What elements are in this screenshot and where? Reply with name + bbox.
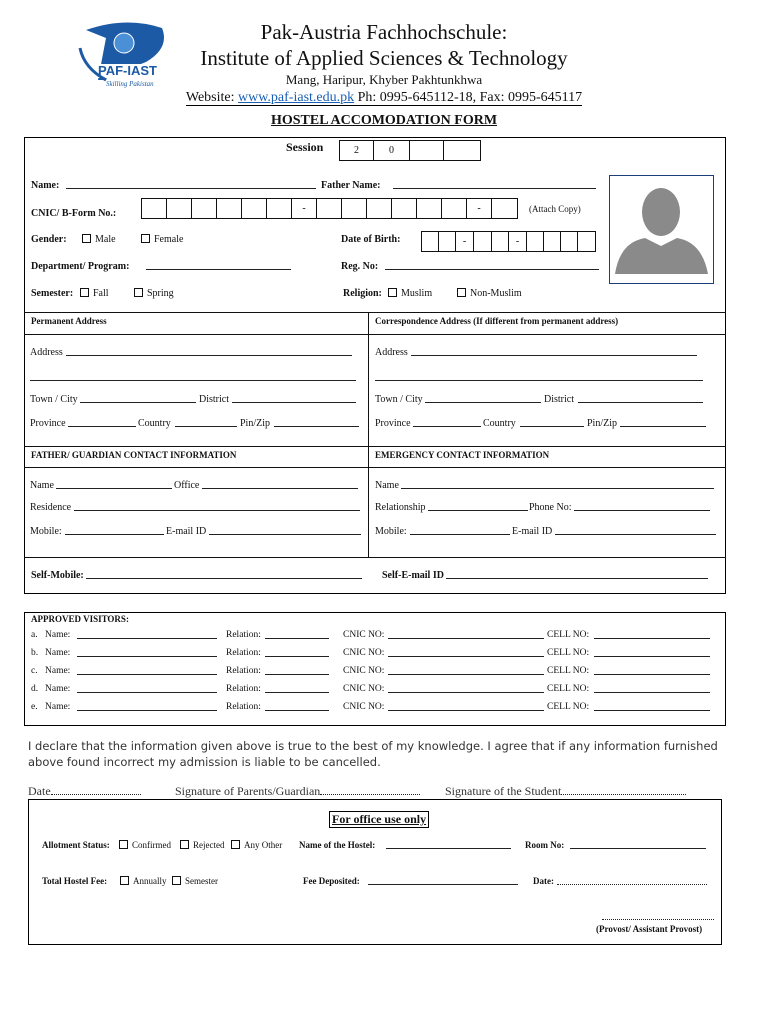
total-fee-label: Total Hostel Fee: (42, 876, 108, 886)
visitor-cnic-label: CNIC NO: (343, 666, 385, 676)
corr-address-label: Address (375, 347, 408, 358)
name-label: Name: (31, 180, 60, 191)
perm-town-field[interactable] (80, 394, 196, 403)
cnic-boxes[interactable]: - - (141, 198, 518, 219)
visitor-name-label: Name: (45, 666, 71, 676)
corr-country-field[interactable] (520, 418, 584, 427)
emergency-email-label: E-mail ID (512, 526, 553, 537)
emergency-contact-heading: EMERGENCY CONTACT INFORMATION (375, 450, 550, 460)
dob-label: Date of Birth: (341, 234, 401, 245)
emergency-email-field[interactable] (555, 526, 716, 535)
office-date-field[interactable] (557, 876, 707, 885)
office-use-title: For office use only (329, 811, 429, 828)
visitor-name-field[interactable] (77, 630, 217, 639)
father-office-label: Office (174, 480, 200, 491)
cnic-label: CNIC/ B-Form No.: (31, 208, 117, 219)
institute-address: Mang, Haripur, Khyber Pakhtunkhwa (285, 72, 483, 87)
allotment-confirmed-option[interactable]: Confirmed (117, 840, 171, 850)
checkbox-icon[interactable] (141, 234, 150, 243)
semester-spring-option[interactable]: Spring (132, 288, 174, 299)
visitor-cell-field[interactable] (594, 630, 710, 639)
logo-tagline: Skilling Pakistan (106, 80, 154, 88)
corr-district-label: District (544, 394, 574, 405)
visitor-relation-field[interactable] (265, 648, 329, 657)
visitor-relation-field[interactable] (265, 702, 329, 711)
hostel-name-field[interactable] (386, 840, 511, 849)
checkbox-icon[interactable] (80, 288, 89, 297)
visitor-relation-label: Relation: (226, 648, 261, 658)
date-signature-label: Date (28, 784, 141, 799)
corr-country-label: Country (483, 418, 516, 429)
provost-label: (Provost/ Assistant Provost) (596, 924, 703, 934)
student-signature-label: Signature of the Student (445, 784, 686, 799)
visitor-name-field[interactable] (77, 684, 217, 693)
phone-fax: Ph: 0995-645112-18, Fax: 0995-645117 (354, 90, 583, 105)
checkbox-icon[interactable] (119, 840, 128, 849)
perm-province-field[interactable] (68, 418, 136, 427)
form-title: HOSTEL ACCOMODATION FORM (270, 113, 498, 128)
parent-signature-field[interactable] (320, 786, 420, 795)
visitor-cell-label: CELL NO: (547, 702, 590, 712)
perm-address-field-2[interactable] (30, 372, 356, 381)
department-label: Department/ Program: (31, 261, 130, 272)
visitor-relation-label: Relation: (226, 666, 261, 676)
visitor-relation-field[interactable] (265, 630, 329, 639)
visitor-letter: e. (31, 702, 38, 712)
corr-province-label: Province (375, 418, 411, 429)
visitor-cnic-label: CNIC NO: (343, 702, 385, 712)
emergency-phone-field[interactable] (574, 502, 710, 511)
visitor-relation-field[interactable] (265, 684, 329, 693)
corr-address-field[interactable] (411, 347, 697, 356)
office-date-label: Date: (533, 876, 554, 886)
department-field[interactable] (146, 261, 291, 270)
checkbox-icon[interactable] (231, 840, 240, 849)
corr-pin-label: Pin/Zip (587, 418, 618, 429)
session-digit[interactable]: 0 (374, 141, 410, 160)
allotment-rejected-option[interactable]: Rejected (178, 840, 224, 850)
emergency-relationship-label: Relationship (375, 502, 426, 513)
date-signature-field[interactable] (51, 786, 141, 795)
father-email-field[interactable] (209, 526, 361, 535)
visitor-cell-label: CELL NO: (547, 666, 590, 676)
website-link[interactable]: www.paf-iast.edu.pk (238, 90, 355, 105)
gender-female-option[interactable]: Female (139, 234, 183, 245)
self-email-label: Self-E-mail ID (382, 570, 444, 581)
father-residence-label: Residence (30, 502, 72, 513)
visitor-cell-field[interactable] (594, 648, 710, 657)
visitor-letter: d. (31, 684, 39, 694)
visitor-name-label: Name: (45, 684, 71, 694)
perm-town-label: Town / City (30, 394, 78, 405)
emergency-mobile-label: Mobile: (375, 526, 407, 537)
fee-deposited-field[interactable] (368, 876, 518, 885)
religion-non-muslim-option[interactable]: Non-Muslim (455, 288, 522, 299)
father-name-field[interactable] (393, 180, 596, 189)
visitor-relation-label: Relation: (226, 630, 261, 640)
perm-district-field[interactable] (232, 394, 356, 403)
perm-pin-field[interactable] (274, 418, 359, 427)
session-digit[interactable]: 2 (340, 141, 374, 160)
allotment-status-label: Allotment Status: (42, 840, 110, 850)
perm-country-field[interactable] (175, 418, 237, 427)
session-digit[interactable] (444, 141, 480, 160)
declaration-text: I declare that the information given above is true to the best of my knowledge. I agree that if any information furnished above found incorrect my admission is liable to be cancelled. (28, 739, 718, 769)
session-boxes[interactable] (339, 140, 481, 161)
correspondence-address-heading: Correspondence Address (If different from permanent address) (375, 316, 619, 326)
logo-text: PAF-IAST (98, 63, 157, 78)
institute-name-line2: Institute of Applied Sciences & Technology (200, 46, 568, 70)
room-no-field[interactable] (570, 840, 706, 849)
column-divider (368, 312, 369, 557)
emergency-mobile-field[interactable] (410, 526, 510, 535)
hostel-name-label: Name of the Hostel: (299, 840, 376, 850)
visitor-cnic-field[interactable] (388, 630, 544, 639)
divider (24, 312, 726, 313)
session-digit[interactable] (410, 141, 444, 160)
fee-annually-option[interactable]: Annually (118, 876, 167, 886)
website-label: Website: (185, 90, 238, 105)
visitor-name-label: Name: (45, 630, 71, 640)
semester-fall-option[interactable]: Fall (78, 288, 109, 299)
visitor-cell-label: CELL NO: (547, 648, 590, 658)
visitor-name-label: Name: (45, 648, 71, 658)
corr-pin-field[interactable] (620, 418, 706, 427)
visitor-cnic-label: CNIC NO: (343, 630, 385, 640)
visitor-cnic-field[interactable] (388, 702, 544, 711)
corr-town-field[interactable] (425, 394, 541, 403)
name-field[interactable] (66, 180, 316, 189)
perm-country-label: Country (138, 418, 171, 429)
visitor-cnic-label: CNIC NO: (343, 648, 385, 658)
attach-copy-note: (Attach Copy) (529, 204, 581, 214)
father-residence-field[interactable] (74, 502, 360, 511)
gender-label: Gender: (31, 234, 67, 245)
reg-no-field[interactable] (385, 261, 599, 270)
checkbox-icon[interactable] (172, 876, 181, 885)
checkbox-icon[interactable] (388, 288, 397, 297)
perm-district-label: District (199, 394, 229, 405)
religion-label: Religion: (343, 288, 382, 299)
checkbox-icon[interactable] (82, 234, 91, 243)
contact-line (0, 90, 768, 106)
visitor-cnic-field[interactable] (388, 666, 544, 675)
visitor-cnic-label: CNIC NO: (343, 684, 385, 694)
visitor-letter: b. (31, 648, 39, 658)
dob-boxes[interactable]: - - (421, 231, 596, 252)
divider (24, 557, 726, 558)
visitor-cell-field[interactable] (594, 684, 710, 693)
visitor-relation-field[interactable] (265, 666, 329, 675)
emergency-name-field[interactable] (401, 480, 714, 489)
fee-deposited-label: Fee Deposited: (303, 876, 360, 886)
checkbox-icon[interactable] (120, 876, 129, 885)
divider (24, 334, 726, 335)
visitor-cell-label: CELL NO: (547, 630, 590, 640)
corr-address-field-2[interactable] (375, 372, 703, 381)
father-mobile-field[interactable] (65, 526, 164, 535)
checkbox-icon[interactable] (180, 840, 189, 849)
self-mobile-field[interactable] (86, 570, 362, 579)
approved-visitors-heading: APPROVED VISITORS: (31, 614, 129, 624)
semester-label: Semester: (31, 288, 74, 299)
visitor-cnic-field[interactable] (388, 648, 544, 657)
visitor-relation-label: Relation: (226, 702, 261, 712)
self-email-field[interactable] (446, 570, 708, 579)
allotment-other-option[interactable]: Any Other (229, 840, 282, 850)
religion-muslim-option[interactable]: Muslim (386, 288, 432, 299)
divider (24, 446, 726, 447)
corr-province-field[interactable] (413, 418, 481, 427)
session-label: Session (286, 140, 324, 154)
emergency-relationship-field[interactable] (428, 502, 528, 511)
visitor-name-field[interactable] (77, 702, 217, 711)
perm-pin-label: Pin/Zip (240, 418, 271, 429)
father-name-label: Father Name: (321, 180, 381, 191)
visitor-name-label: Name: (45, 702, 71, 712)
corr-town-label: Town / City (375, 394, 423, 405)
room-no-label: Room No: (525, 840, 565, 850)
checkbox-icon[interactable] (134, 288, 143, 297)
perm-address-field[interactable] (66, 347, 352, 356)
institute-name-line1: Pak-Austria Fachhochschule: (260, 20, 508, 44)
avatar-icon (610, 176, 713, 283)
emergency-name-label: Name (375, 480, 399, 491)
visitor-letter: c. (31, 666, 38, 676)
father-office-field[interactable] (202, 480, 358, 489)
corr-district-field[interactable] (578, 394, 703, 403)
visitor-name-field[interactable] (77, 666, 217, 675)
checkbox-icon[interactable] (457, 288, 466, 297)
self-mobile-label: Self-Mobile: (31, 570, 84, 581)
father-contact-name-field[interactable] (56, 480, 172, 489)
visitor-cnic-field[interactable] (388, 684, 544, 693)
parent-signature-label: Signature of Parents/Guardian (175, 784, 420, 799)
visitor-cell-field[interactable] (594, 702, 710, 711)
father-name-contact-label: Name (30, 480, 54, 491)
visitor-cell-field[interactable] (594, 666, 710, 675)
reg-no-label: Reg. No: (341, 261, 379, 272)
perm-address-label: Address (30, 347, 63, 358)
visitor-cell-label: CELL NO: (547, 684, 590, 694)
emergency-phone-label: Phone No: (529, 502, 572, 513)
provost-signature-field[interactable] (602, 911, 714, 920)
visitor-relation-label: Relation: (226, 684, 261, 694)
father-mobile-label: Mobile: (30, 526, 62, 537)
photo-box[interactable] (609, 175, 714, 284)
father-email-label: E-mail ID (166, 526, 207, 537)
perm-province-label: Province (30, 418, 66, 429)
student-signature-field[interactable] (561, 786, 686, 795)
divider (24, 467, 726, 468)
permanent-address-heading: Permanent Address (31, 316, 107, 326)
father-contact-heading: FATHER/ GUARDIAN CONTACT INFORMATION (31, 450, 237, 460)
fee-semester-option[interactable]: Semester (170, 876, 218, 886)
gender-male-option[interactable]: Male (80, 234, 116, 245)
visitor-letter: a. (31, 630, 38, 640)
visitor-name-field[interactable] (77, 648, 217, 657)
